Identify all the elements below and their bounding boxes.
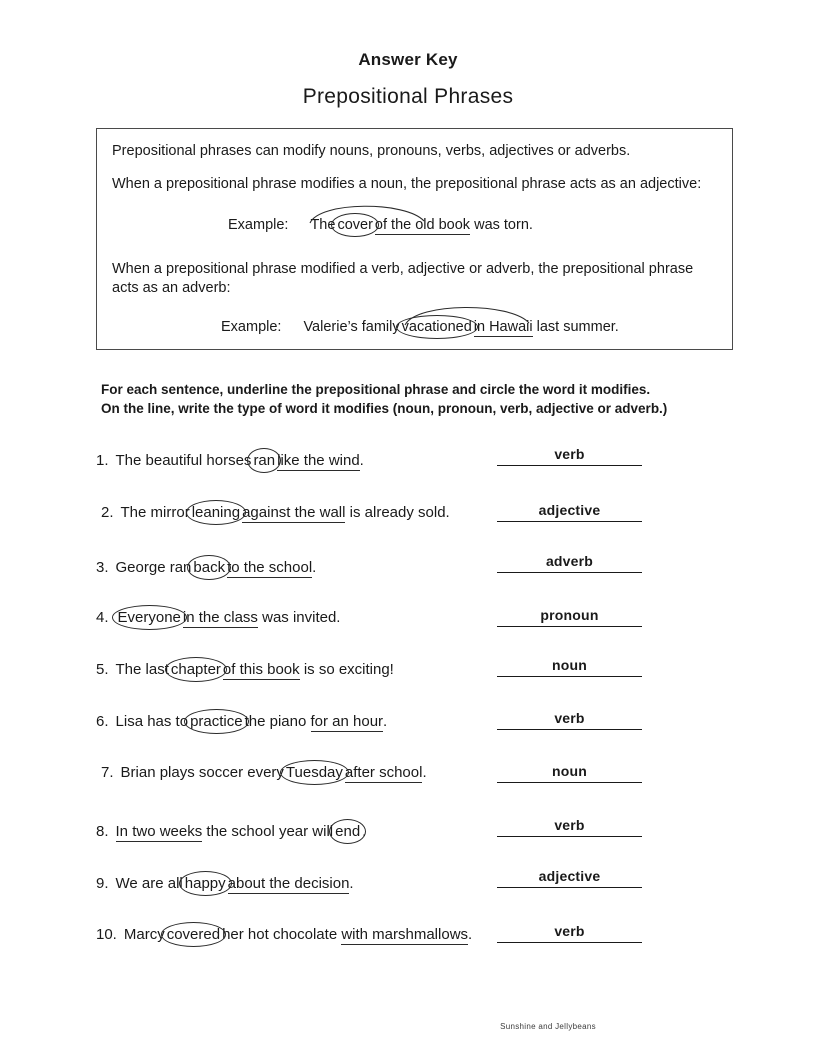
question-10-after: . [468,926,473,943]
answer-line-7 [497,780,642,783]
question-5-sentence [96,661,394,680]
answer-line-8 [497,834,642,837]
question-10-circled-word[interactable]: covered [166,926,221,943]
answer-line-6 [497,727,642,730]
example-sentence-1 [228,217,533,235]
example-label-1: Example: [228,217,289,233]
question-8-circled-word[interactable]: end [335,823,361,840]
question-2-after: is already sold. [349,504,450,521]
question-8-after: . [362,823,367,840]
question-7-before: Brian plays soccer every [120,764,284,781]
answer-slot-8[interactable] [497,817,642,837]
question-4-number: 4. [96,609,109,626]
answer-line-1 [497,463,642,466]
answer-slot-5[interactable] [497,657,642,677]
instruction-box [96,128,733,350]
answer-text-4: pronoun [540,607,599,623]
question-1-before: The beautiful horses [115,452,252,469]
question-10-sentence [96,926,472,945]
directions [101,380,746,418]
question-3-after: . [312,559,317,576]
example-2-underlined-phrase: in Hawaii [474,320,533,337]
question-10-middle: her hot chocolate [222,926,338,943]
question-row-8 [96,823,756,857]
question-9-after: . [349,875,354,892]
question-1-circled-word[interactable]: ran [253,452,276,469]
answer-key-title: Answer Key [358,50,458,69]
answer-slot-7[interactable] [497,763,642,783]
info-paragraph-1: Prepositional phrases can modify nouns, pronouns, verbs, adjectives or adverbs. [112,143,631,159]
example-2-circled-word: vacationed [401,319,472,335]
answer-text-8: verb [554,817,585,833]
answer-slot-3[interactable] [497,553,642,573]
answer-line-3 [497,570,642,573]
answer-slot-9[interactable] [497,868,642,888]
question-8-underlined-phrase[interactable]: In two weeks [115,823,203,840]
answer-line-4 [497,624,642,627]
question-5-before: The last [115,661,169,678]
answer-text-2: adjective [538,502,601,518]
question-3-number: 3. [96,559,109,576]
answer-slot-4[interactable] [497,607,642,627]
question-6-underlined-phrase[interactable]: for an hour [310,713,384,730]
footer-credit: Sunshine and Jellybeans [500,1022,596,1031]
answer-slot-6[interactable] [497,710,642,730]
question-7-number: 7. [101,764,114,781]
answer-text-9: adjective [538,868,601,884]
question-8-sentence [96,823,366,842]
question-2-before: The mirror [120,504,190,521]
question-6-circled-word[interactable]: practice [190,713,243,730]
question-4-circled-word[interactable]: Everyone [117,609,181,626]
question-10-underlined-phrase[interactable]: with marshmallows [341,926,469,943]
question-2-circled-word[interactable]: leaning [191,504,241,521]
info-paragraph-3: When a prepositional phrase modified a verb, adjective or adverb, the prepositional phrase acts as an adverb: [112,261,694,296]
question-2-underlined-phrase[interactable]: against the wall [242,504,346,521]
question-7-circled-word[interactable]: Tuesday [285,764,343,781]
question-9-circled-word[interactable]: happy [184,875,226,892]
question-10-number: 10. [96,926,117,943]
question-4-underlined-phrase[interactable]: in the class [182,609,258,626]
answer-text-7: noun [551,763,587,779]
page-title: Prepositional Phrases [302,85,514,108]
answer-slot-1[interactable] [497,446,642,466]
example-1-after: was torn. [474,217,533,233]
example-label-2: Example: [221,319,282,335]
example-1-circled-word: cover [337,217,373,233]
question-7-after: . [422,764,427,781]
question-9-number: 9. [96,875,109,892]
answer-text-1: verb [554,446,585,462]
question-5-underlined-phrase[interactable]: of this book [222,661,300,678]
question-9-underlined-phrase[interactable]: about the decision [227,875,350,892]
question-3-sentence [96,559,316,578]
answer-text-10: verb [554,923,585,939]
question-1-sentence [96,452,364,471]
question-row-2 [96,504,756,538]
question-5-circled-word[interactable]: chapter [170,661,221,678]
question-1-underlined-phrase[interactable]: like the wind [277,452,360,469]
question-row-5 [96,661,756,695]
question-4-after: was invited. [262,609,341,626]
answer-text-5: noun [551,657,587,673]
question-row-7 [96,764,756,798]
directions-line-1: For each sentence, underline the prepositional phrase and circle the word it modifies. [101,382,651,397]
question-row-9 [96,875,756,909]
question-5-after: is so exciting! [303,661,394,678]
question-3-circled-word[interactable]: back [193,559,226,576]
answer-line-5 [497,674,642,677]
example-1-underlined-phrase: of the old book [375,218,470,235]
question-8-number: 8. [96,823,109,840]
question-row-6 [96,713,756,747]
answer-line-9 [497,885,642,888]
answer-line-2 [497,519,642,522]
question-row-3 [96,559,756,593]
info-paragraph-2: When a prepositional phrase modifies a noun, the prepositional phrase acts as an adjective: [112,176,702,192]
answer-slot-10[interactable] [497,923,642,943]
question-6-before: Lisa has to [115,713,189,730]
question-2-sentence [101,504,450,523]
question-3-underlined-phrase[interactable]: to the school [227,559,313,576]
answer-slot-2[interactable] [497,502,642,522]
question-6-sentence [96,713,387,732]
answer-text-3: adverb [545,553,594,569]
question-5-number: 5. [96,661,109,678]
question-row-4 [96,609,756,643]
example-sentence-2 [221,319,619,337]
answer-text-6: verb [554,710,585,726]
question-6-middle: the piano [244,713,307,730]
example-2-after: last summer. [536,319,619,335]
question-9-sentence [96,875,354,894]
question-9-before: We are all [115,875,183,892]
question-1-after: . [359,452,364,469]
question-7-underlined-phrase[interactable]: after school [344,764,423,781]
question-7-sentence [101,764,427,783]
question-1-number: 1. [96,452,109,469]
question-6-number: 6. [96,713,109,730]
question-8-middle: the school year will [206,823,334,840]
question-row-1 [96,452,756,486]
question-2-number: 2. [101,504,114,521]
directions-line-2: On the line, write the type of word it modifies (noun, pronoun, verb, adjective or adverb.) [101,401,668,416]
question-4-sentence [96,609,340,628]
example-2-before: Valerie’s family [303,319,400,335]
question-row-10 [96,926,756,960]
question-6-after: . [383,713,388,730]
question-3-before: George ran [115,559,192,576]
question-10-before: Marcy [123,926,165,943]
answer-line-10 [497,940,642,943]
example-1-before: The [310,217,336,233]
